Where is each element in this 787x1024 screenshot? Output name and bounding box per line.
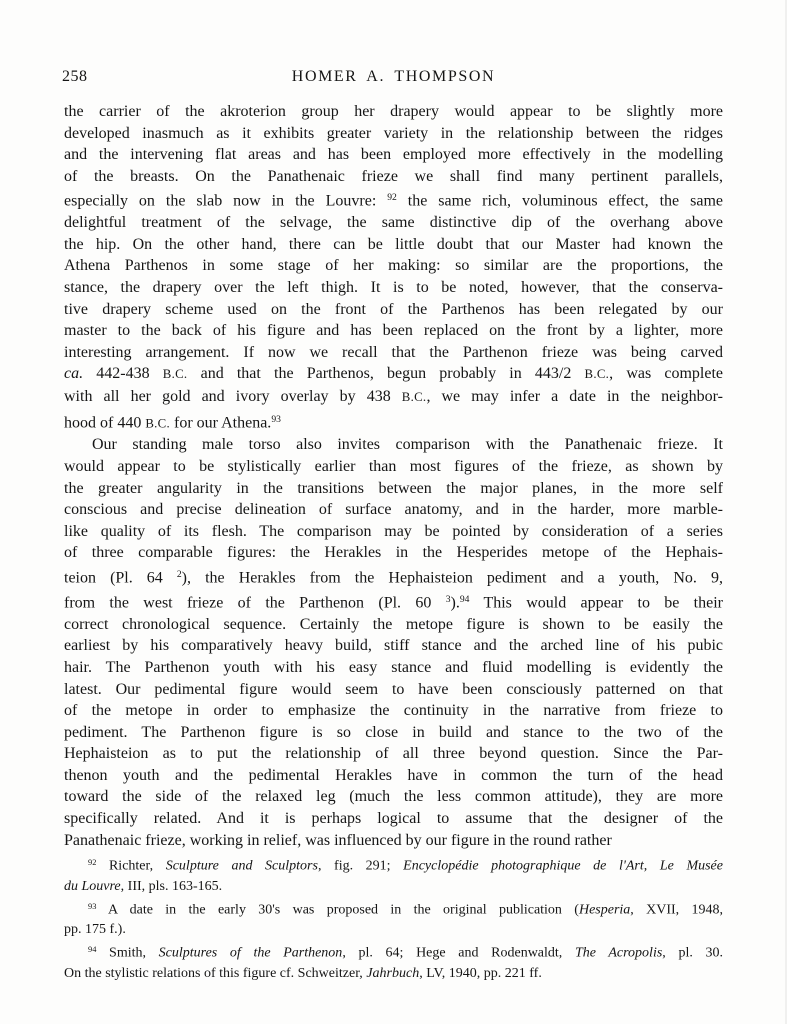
- text-segment: Richter,: [96, 858, 166, 874]
- text-segment: delightful treatment of the selvage, the same distinctive dip of the overhang above: [64, 214, 723, 232]
- article-body: [64, 101, 723, 851]
- text-segment: of the metope in order to emphasize the continuity in the narrative from frieze to: [64, 702, 723, 720]
- text-line: [64, 212, 723, 234]
- text-segment: , we may infer a date in the neighbor-: [426, 387, 723, 405]
- text-line: [64, 765, 723, 787]
- text-segment: the greater angularity in the transitions between the major planes, in the more self: [64, 479, 723, 497]
- text-segment: , XVII, 1948,: [630, 902, 724, 918]
- text-segment: from the west frieze of the Parthenon (Pl. 60: [64, 594, 446, 612]
- text-segment: teion (Pl. 64: [64, 569, 177, 587]
- italic-text: Hesperia: [578, 902, 631, 918]
- italic-text: Sculpture and Sculptors: [165, 858, 318, 874]
- text-segment: of the breasts. On the Panathenaic frieze we shall find many pertinent parallels,: [64, 167, 723, 185]
- text-line: [64, 434, 723, 456]
- footnote: [64, 940, 723, 984]
- text-segment: , fig. 291;: [317, 858, 404, 874]
- page-header: [64, 68, 723, 88]
- paragraph: [64, 101, 723, 434]
- text-segment: would appear to be stylistically earlier than most figures of the frieze, as shown by: [64, 458, 723, 476]
- text-segment: tive drapery scheme used on the front of the Parthenos has been relegated by our: [64, 300, 723, 318]
- text-line: [64, 830, 723, 852]
- footnote-reference: 92: [88, 858, 97, 867]
- footnote-reference: 93: [88, 901, 97, 911]
- text-line: [64, 521, 723, 543]
- text-segment: like quality of its flesh. The comparison may be pointed by consideration of a series: [64, 522, 723, 540]
- text-segment: correct chronological sequence. Certainly the metope figure is shown to be easily the: [64, 615, 723, 633]
- footnote-reference: 3: [445, 593, 451, 605]
- text-line: [64, 386, 723, 409]
- italic-text: Sculptures of the Parthenon: [158, 945, 343, 961]
- page-number: 258: [62, 68, 88, 85]
- text-line: [64, 187, 723, 212]
- text-segment: thenon youth and the pedimental Herakles have in common the turn of the head: [64, 766, 723, 784]
- footnotes-section: [64, 853, 723, 984]
- text-line: [64, 853, 723, 877]
- footnote-reference: 94: [459, 593, 470, 605]
- text-line: [64, 144, 723, 166]
- text-segment: for our Athena.: [170, 413, 272, 431]
- text-segment: the carrier of the akroterion group her drapery would appear to be slightly more: [64, 103, 723, 120]
- text-line: [64, 363, 723, 386]
- text-segment: conscious and precise delineation of surface anatomy, and in the harder, more marble-: [64, 501, 723, 519]
- text-segment: On the stylistic relations of this figure cf. Schweitzer,: [64, 965, 367, 981]
- text-line: [64, 743, 723, 765]
- text-segment: and that the Parthenos, begun probably in 443/2: [187, 365, 585, 383]
- text-line: [64, 657, 723, 679]
- text-segment: A date in the early 30's was proposed in the original publication (: [96, 902, 579, 918]
- italic-text: ca.: [64, 365, 84, 383]
- text-segment: especially on the slab now in the Louvre:: [64, 192, 388, 210]
- text-line: [64, 299, 723, 321]
- footnote: [64, 853, 723, 897]
- text-line: [64, 722, 723, 744]
- text-segment: earliest by his comparatively heavy build, stiff stance and the arched line of his pubic: [64, 637, 723, 655]
- text-segment: Athena Parthenos in some stage of her making: so similar are the proportions, the: [64, 257, 723, 275]
- text-segment: with all her gold and ivory overlay by 438: [64, 387, 402, 405]
- text-segment: Our standing male torso also invites comparison with the Panathenaic frieze. It: [92, 436, 723, 454]
- text-line: [64, 234, 723, 256]
- text-segment: stance, the drapery over the left thigh. It is to be noted, however, that the conserva-: [64, 279, 723, 297]
- paragraph: [64, 434, 723, 851]
- running-head: HOMER A. THOMPSON: [291, 68, 496, 85]
- text-line: [64, 877, 723, 897]
- text-line: [64, 123, 723, 145]
- text-line: [64, 920, 723, 940]
- text-segment: latest. Our pedimental figure would seem to have been consciously patterned on that: [64, 680, 723, 698]
- italic-text: The Acropolis: [574, 945, 663, 961]
- small-caps-text: B.C.: [145, 415, 170, 430]
- text-segment: hair. The Parthenon youth with his easy stance and fluid modelling is evidently the: [64, 658, 723, 676]
- text-line: [64, 255, 723, 277]
- text-segment: Smith,: [96, 945, 159, 961]
- text-segment: , III, pls. 163-165.: [120, 878, 223, 894]
- text-line: [64, 277, 723, 299]
- text-line: [64, 499, 723, 521]
- text-segment: specifically related. And it is perhaps logical to assume that the designer of the: [64, 810, 723, 828]
- small-caps-text: B.C.: [584, 367, 610, 382]
- text-line: [64, 808, 723, 830]
- italic-text: Jahrbuch: [366, 965, 420, 981]
- text-segment: interesting arrangement. If now we recall that the Parthenon frieze was being carved: [64, 343, 723, 361]
- text-segment: , was complete: [609, 365, 724, 383]
- text-line: [64, 409, 723, 435]
- footnote: [64, 897, 723, 941]
- text-segment: and the intervening flat areas and has been employed more effectively in the modelling: [64, 146, 723, 164]
- text-line: [64, 786, 723, 808]
- italic-text: Encyclopédie photographique de l'Art, Le Musée: [403, 858, 723, 874]
- text-line: [64, 542, 723, 564]
- text-line: [64, 101, 723, 123]
- text-segment: 442-438: [83, 365, 163, 383]
- text-line: [64, 964, 723, 984]
- small-caps-text: B.C.: [162, 367, 188, 382]
- footnote-reference: 92: [387, 192, 397, 204]
- text-line: [64, 456, 723, 478]
- italic-text: du Louvre: [64, 878, 121, 894]
- text-line: [64, 320, 723, 342]
- text-segment: Hephaisteion as to put the relationship of all three beyond question. Since the Par-: [64, 745, 723, 763]
- text-segment: Panathenaic frieze, working in relief, was influenced by our figure in the round rather: [64, 831, 612, 849]
- text-segment: the hip. On the other hand, there can be little doubt that our Master had known the: [64, 235, 723, 253]
- text-segment: toward the side of the relaxed leg (much the less common attitude), they are more: [64, 788, 723, 806]
- text-segment: , pl. 30.: [662, 945, 723, 961]
- text-line: [64, 564, 723, 589]
- text-line: [64, 478, 723, 500]
- text-line: [64, 635, 723, 657]
- text-segment: ).: [450, 594, 460, 612]
- text-segment: , pl. 64; Hege and Rodenwaldt,: [342, 945, 575, 961]
- text-segment: the same rich, voluminous effect, the same: [396, 192, 724, 210]
- text-segment: developed inasmuch as it exhibits greater variety in the relationship between the ridges: [64, 124, 723, 142]
- text-line: [64, 342, 723, 364]
- text-segment: ), the Herakles from the Hephaisteion pediment and a youth, No. 9,: [181, 569, 723, 587]
- footnote-reference: 93: [271, 413, 281, 425]
- footnote-reference: 2: [176, 569, 182, 580]
- text-line: [64, 940, 723, 964]
- text-segment: pp. 175 f.).: [64, 922, 126, 938]
- text-segment: pediment. The Parthenon figure is so close in build and stance to the two of the: [64, 723, 723, 741]
- text-segment: master to the back of his figure and has been replaced on the front by a lighter, more: [64, 322, 723, 340]
- text-line: [64, 897, 723, 921]
- text-line: [64, 166, 723, 188]
- text-segment: This would appear to be their: [469, 594, 724, 612]
- text-line: [64, 589, 723, 614]
- text-line: [64, 679, 723, 701]
- small-caps-text: B.C.: [401, 389, 427, 404]
- footnote-reference: 94: [88, 945, 97, 955]
- text-segment: hood of 440: [64, 413, 146, 431]
- text-segment: , LV, 1940, pp. 221 ff.: [419, 965, 542, 981]
- text-line: [64, 614, 723, 636]
- text-segment: of three comparable figures: the Herakles in the Hesperides metope of the Hephais-: [64, 544, 723, 562]
- text-line: [64, 700, 723, 722]
